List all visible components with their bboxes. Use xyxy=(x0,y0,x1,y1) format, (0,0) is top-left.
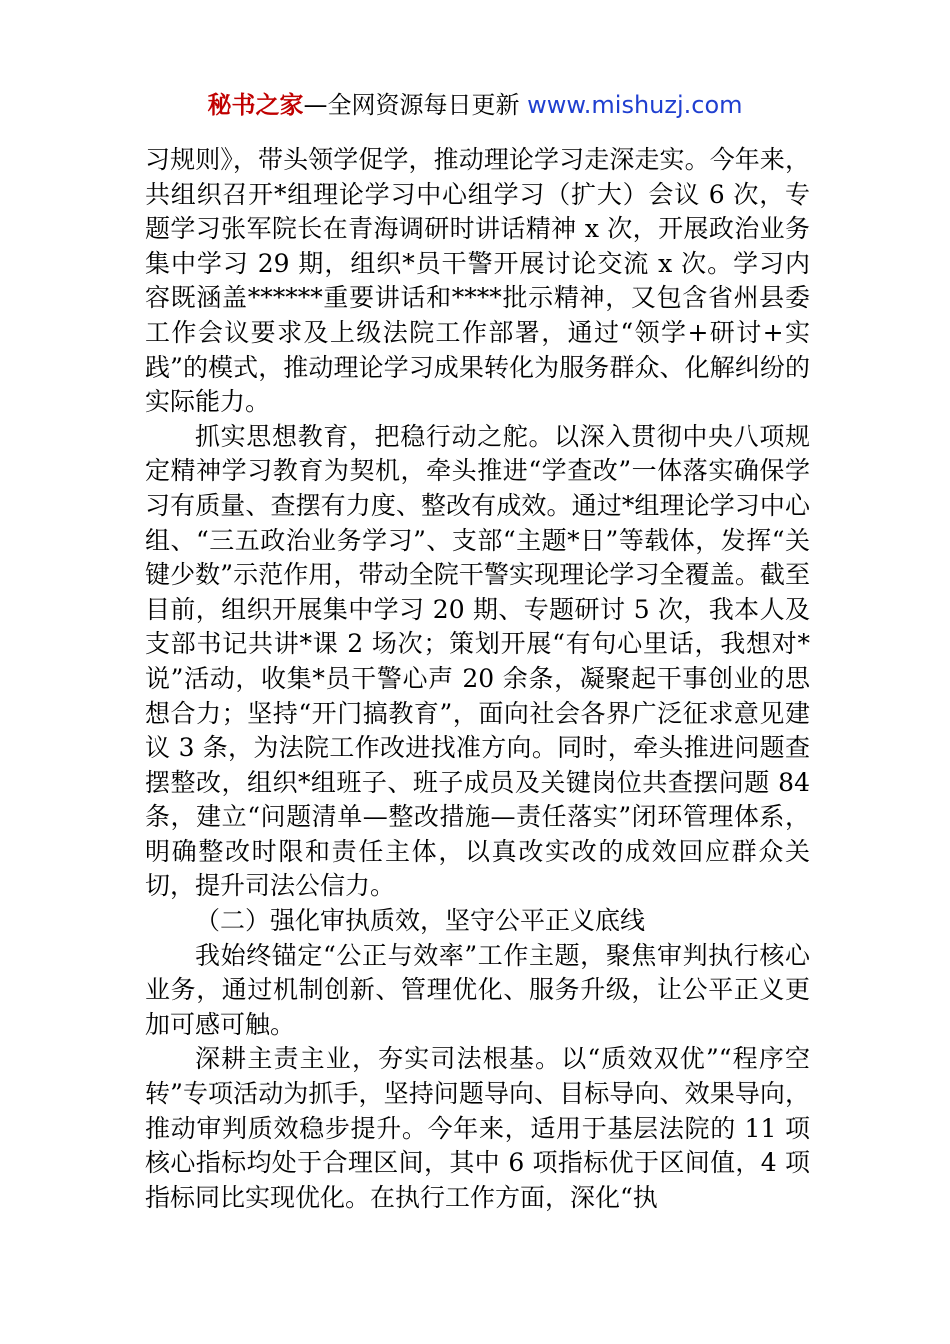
site-brand: 秘书之家 xyxy=(207,91,304,119)
section-heading: （二）强化审执质效，坚守公平正义底线 xyxy=(195,906,646,936)
site-tagline: —全网资源每日更新 xyxy=(303,91,528,119)
paragraph-1: 习规则》，带头领学促学，推动理论学习走深走实。今年来，共组织召开*组理论学习中心组学习（扩大）会议 6 次，专题学习张军院长在青海调研时讲话精神 x 次，开展政治业务集中学习 29 期，组织*员干警开展讨论交流 x 次。学习内容既涵盖******重要讲话和****批示精神，又包含省州县委工作会议要求及上级法院工作部署，通过“领学+研讨+实践”的模式，推动理论学习成果转化为服务群众、化解纠纷的实际能力。 xyxy=(145,145,810,417)
paragraph-2: 抓实思想教育，把稳行动之舵。以深入贯彻中央八项规定精神学习教育为契机，牵头推进“学查改”一体落实确保学习有质量、查摆有力度、整改有成效。通过*组理论学习中心组、“三五政治业务学习”、支部“主题*日”等载体，发挥“关键少数”示范作用，带动全院干警实现理论学习全覆盖。截至目前，组织开展集中学习 20 期、专题研讨 5 次，我本人及支部书记共讲*课 2 场次；策划开展“有句心里话，我想对*说”活动，收集*员干警心声 20 余条，凝聚起干事创业的思想合力；坚持“开门搞教育”，面向社会各界广泛征求意见建议 3 条，为法院工作改进找准方向。同时，牵头推进问题查摆整改，组织*组班子、班子成员及关键岗位共查摆问题 84 条，建立“问题清单—整改措施—责任落实”闭环管理体系，明确整改时限和责任主体，以真改实改的成效回应群众关切，提升司法公信力。 xyxy=(145,421,810,901)
site-header xyxy=(0,88,950,122)
paragraph-3: 我始终锚定“公正与效率”工作主题，聚焦审判执行核心业务，通过机制创新、管理优化、服务升级，让公平正义更加可感可触。 xyxy=(145,940,810,1039)
paragraph-4: 深耕主责主业，夯实司法根基。以“质效双优”“程序空转”专项活动为抓手，坚持问题导向、目标导向、效果导向，推动审判质效稳步提升。今年来，适用于基层法院的 11 项核心指标均处于合理区间，其中 6 项指标优于区间值，4 项指标同比实现优化。在执行工作方面，深化“执 xyxy=(145,1044,810,1212)
document-body xyxy=(145,143,810,1215)
site-url[interactable]: www.mishuzj.com xyxy=(527,91,743,119)
